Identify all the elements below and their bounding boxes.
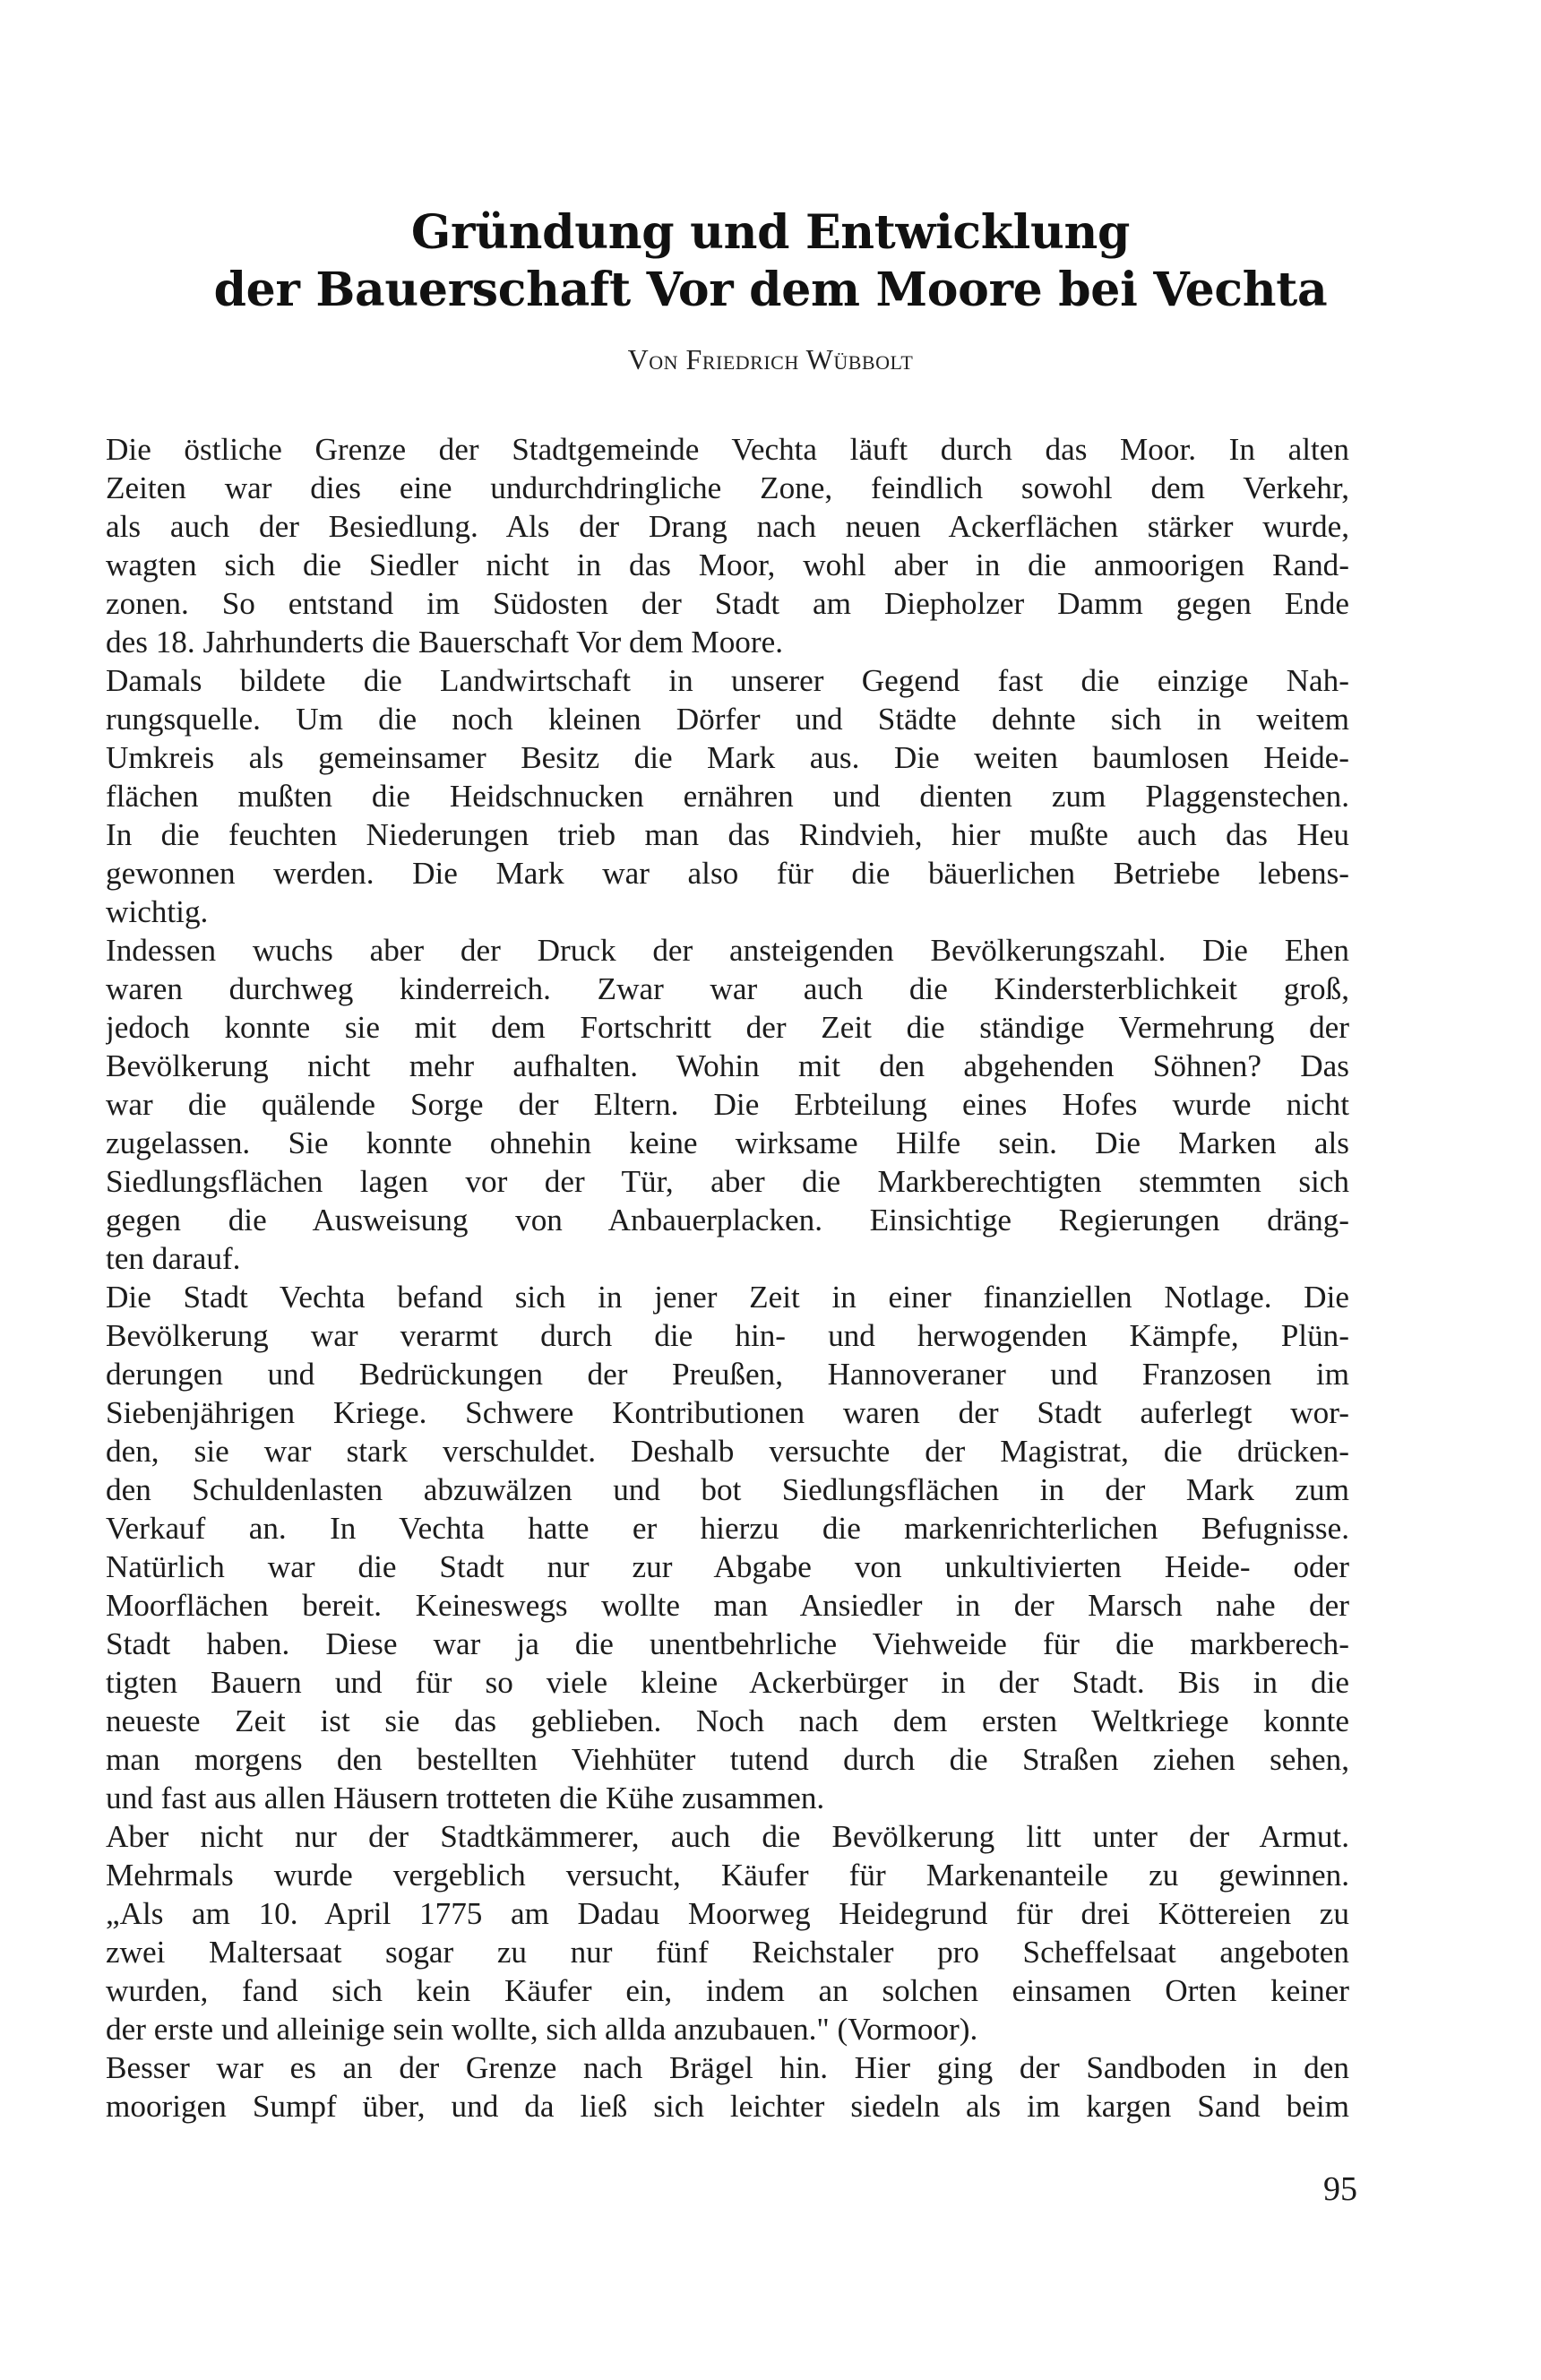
text-line: derungen und Bedrückungen der Preußen, Hannoveraner und Franzosen im [106,1357,1349,1392]
text-line: Siebenjährigen Kriege. Schwere Kontributionen waren der Stadt auferlegt wor- [106,1395,1349,1430]
text-line: Aber nicht nur der Stadtkämmerer, auch die Bevölkerung litt unter der Armut. [106,1819,1349,1854]
text-line: Stadt haben. Diese war ja die unentbehrliche Viehweide für die markberech- [106,1626,1349,1661]
text-line: man morgens den bestellten Viehhüter tutend durch die Straßen ziehen sehen, [106,1742,1349,1777]
paragraph [106,931,1349,1278]
text-line: wichtig. [106,894,209,929]
text-line: waren durchweg kinderreich. Zwar war auch die Kindersterblichkeit groß, [106,971,1349,1006]
text-line: ten darauf. [106,1241,241,1276]
text-line: Umkreis als gemeinsamer Besitz die Mark aus. Die weiten baumlosen Heide- [106,740,1349,775]
text-line: tigten Bauern und für so viele kleine Ackerbürger in der Stadt. Bis in die [106,1665,1349,1700]
text-line: Bevölkerung nicht mehr aufhalten. Wohin mit den abgehenden Söhnen? Das [106,1048,1349,1083]
text-line: zwei Maltersaat sogar zu nur fünf Reichstaler pro Scheffelsaat angeboten [106,1935,1349,1970]
text-line: „Als am 10. April 1775 am Dadau Moorweg Heidegrund für drei Köttereien zu [106,1896,1349,1931]
text-line: neueste Zeit ist sie das geblieben. Noch nach dem ersten Weltkriege konnte [106,1703,1349,1738]
text-line: als auch der Besiedlung. Als der Drang nach neuen Ackerflächen stärker wurde, [106,509,1349,544]
text-line: wurden, fand sich kein Käufer ein, indem an solchen einsamen Orten keiner [106,1973,1349,2008]
text-line: Besser war es an der Grenze nach Brägel hin. Hier ging der Sandboden in den [106,2050,1349,2085]
text-line: Die Stadt Vechta befand sich in jener Zeit in einer finanziellen Notlage. Die [106,1280,1349,1315]
paragraph [106,661,1349,931]
text-line: den, sie war stark verschuldet. Deshalb versuchte der Magistrat, die drücken- [106,1434,1349,1469]
article-body [106,430,1349,2126]
text-line: flächen mußten die Heidschnucken ernähren und dienten zum Plaggenstechen. [106,779,1349,814]
text-line: wagten sich die Siedler nicht in das Moor, wohl aber in die anmoorigen Rand- [106,548,1349,582]
text-line: Mehrmals wurde vergeblich versucht, Käufer für Markenanteile zu gewinnen. [106,1858,1349,1893]
text-line: Damals bildete die Landwirtschaft in unserer Gegend fast die einzige Nah- [106,663,1349,698]
text-line: des 18. Jahrhunderts die Bauerschaft Vor dem Moore. [106,625,784,660]
text-line: Indessen wuchs aber der Druck der ansteigenden Bevölkerungszahl. Die Ehen [106,933,1349,968]
text-line: war die quälende Sorge der Eltern. Die Erbteilung eines Hofes wurde nicht [106,1087,1349,1122]
text-line: und fast aus allen Häusern trotteten die Kühe zusammen. [106,1781,825,1815]
page-number: 95 [1323,2170,1357,2208]
text-line: gewonnen werden. Die Mark war also für die bäuerlichen Betriebe lebens- [106,856,1349,891]
text-line: In die feuchten Niederungen trieb man das Rindvieh, hier mußte auch das Heu [106,817,1349,852]
paragraph [106,2048,1349,2126]
text-line: Natürlich war die Stadt nur zur Abgabe von unkultivierten Heide- oder [106,1549,1349,1584]
paragraph [106,1278,1349,1817]
text-line: Moorflächen bereit. Keineswegs wollte man Ansiedler in der Marsch nahe der [106,1588,1349,1623]
text-line: moorigen Sumpf über, und da ließ sich leichter siedeln als im kargen Sand beim [106,2089,1349,2124]
text-line: jedoch konnte sie mit dem Fortschritt der Zeit die ständige Vermehrung der [106,1010,1349,1045]
article-title-line-2: der Bauerschaft Vor dem Moore bei Vechta [213,263,1328,317]
text-line: Zeiten war dies eine undurchdringliche Zone, feindlich sowohl dem Verkehr, [106,470,1349,505]
text-line: Verkauf an. In Vechta hatte er hierzu die markenrichterlichen Befugnisse. [106,1511,1349,1546]
text-line: den Schuldenlasten abzuwälzen und bot Siedlungsflächen in der Mark zum [106,1472,1349,1507]
article-title [0,204,1541,319]
paragraph [106,430,1349,661]
text-line: Die östliche Grenze der Stadtgemeinde Vechta läuft durch das Moor. In alten [106,432,1349,467]
paragraph [106,1817,1349,2048]
text-line: Bevölkerung war verarmt durch die hin- und herwogenden Kämpfe, Plün- [106,1318,1349,1353]
article-author: Von Friedrich Wübbolt [627,343,914,375]
text-line: zonen. So entstand im Südosten der Stadt am Diepholzer Damm gegen Ende [106,586,1349,621]
text-line: zugelassen. Sie konnte ohnehin keine wirksame Hilfe sein. Die Marken als [106,1125,1349,1160]
text-line: gegen die Ausweisung von Anbauerplacken. Einsichtige Regierungen dräng- [106,1203,1349,1237]
article-title-line-1: Gründung und Entwicklung [410,205,1131,260]
text-line: der erste und alleinige sein wollte, sich allda anzubauen." (Vormoor). [106,2012,978,2047]
text-line: rungsquelle. Um die noch kleinen Dörfer und Städte dehnte sich in weitem [106,702,1349,737]
text-line: Siedlungsflächen lagen vor der Tür, aber die Markberechtigten stemmten sich [106,1164,1349,1199]
